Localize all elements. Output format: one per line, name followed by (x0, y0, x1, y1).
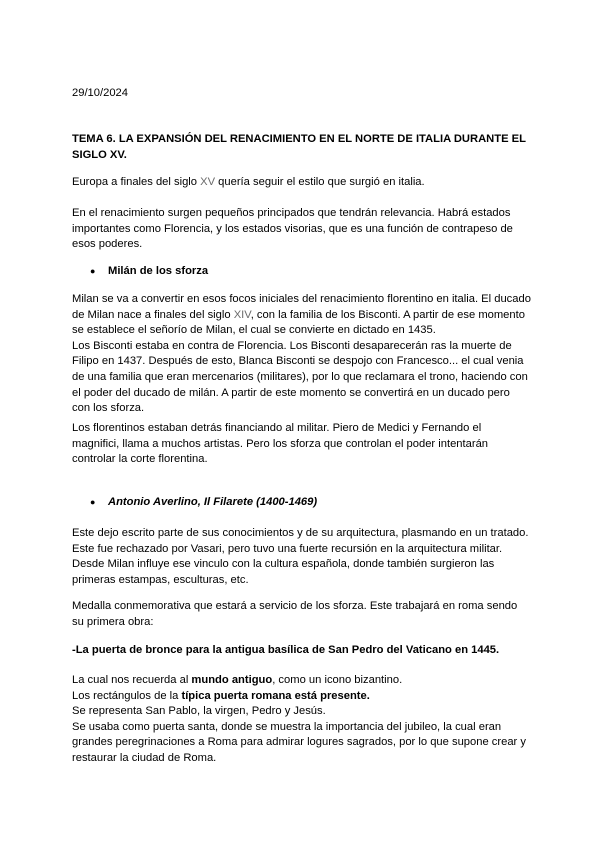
paragraph-line: Filipo en 1437. Después de esto, Blanca Bisconti se despojo con Francesco... el cual venia (72, 355, 524, 368)
bullet-dot-icon: ● (90, 497, 96, 507)
paragraph-line: Se usaba como puerta santa, donde se muestra la importancia del jubileo, la cual eran (72, 720, 502, 733)
bullet-dot-icon: ● (90, 266, 96, 276)
paragraph-line: grandes peregrinaciones a Roma para admirar logures sagrados, por lo que supone crear y (72, 736, 526, 749)
bold-text: típica puerta romana está presente. (181, 689, 370, 702)
intro-paragraph (72, 175, 532, 191)
paragraph-line: con los sforza. (72, 402, 145, 415)
paragraph-line: Medalla conmemorativa que estará a servicio de los sforza. Este trabajará en roma sendo (72, 600, 518, 612)
puerta-paragraph (72, 673, 532, 767)
intro-text: Europa a finales del siglo (72, 176, 201, 188)
paragraph-line: Milan se va a convertir en esos focos iniciales del renacimiento florentino en italia. El ducado (72, 293, 531, 305)
paragraph-line: Este dejo escrito parte de sus conocimientos y de su arquitectura, plasmando en un tratado. (72, 527, 529, 539)
paragraph-text: , como un icono bizantino. (272, 674, 403, 686)
document-date: 29/10/2024 (72, 87, 128, 99)
paragraph-text: de Milan nace a finales del siglo (72, 308, 234, 321)
paragraph-text: Los rectángulos de la (72, 689, 182, 702)
paragraph-line: Desde Milan influye ese vinculo con la cultura española, donde también surgieron las (72, 558, 495, 571)
paragraph-line: Los Bisconti estaba en contra de Florencia. Los Bisconti desaparecerán ras la muerte de (72, 339, 512, 352)
title-line: TEMA 6. LA EXPANSIÓN DEL RENACIMIENTO EN EL NORTE DE ITALIA DURANTE EL (72, 133, 526, 145)
paragraph-line: esos poderes. (72, 238, 143, 251)
bold-text: mundo antiguo (191, 674, 273, 686)
filarete-paragraph (72, 526, 532, 588)
paragraph-line: En el renacimiento surgen pequeños principados que tendrán relevancia. Habrá estados (72, 207, 511, 219)
paragraph-line: magnifici, llama a muchos artistas. Pero los sforza que controlan el poder intentarán (72, 437, 489, 450)
paragraph-line: el poder del ducado de milán. A partir de este momento se convertirá en un ducado pero (72, 386, 510, 399)
paragraph-line (72, 673, 532, 689)
paragraph-line: Se representa San Pablo, la virgen, Pedro y Jesús. (72, 705, 326, 718)
intro-text: quería seguir el estilo que surgió en italia. (215, 176, 425, 188)
section-bullet-filarete (90, 495, 317, 511)
paragraph-text: , con la familia de los Bisconti. A partir de ese momento (250, 308, 525, 321)
paragraph-line (72, 308, 532, 324)
roman-numeral: XIV (233, 308, 251, 321)
medalla-paragraph (72, 599, 532, 630)
paragraph-line: su primera obra: (72, 615, 154, 628)
paragraph-line: importantes como Florencia, y los estados visorias, que es una función de contrapeso de (72, 222, 513, 235)
paragraph-text: La cual nos recuerda al (72, 674, 192, 686)
paragraph-line: Los florentinos estaban detrás financiando al militar. Piero de Medici y Fernando el (72, 422, 482, 434)
paragraph-line: de una familia que eran mercenarios (militares), por lo que reclamara el trono, haciendo con (72, 370, 528, 383)
milan-paragraph (72, 292, 532, 417)
florentinos-paragraph (72, 421, 532, 468)
paragraph-line (72, 689, 532, 705)
title-line: SIGLO XV. (72, 148, 127, 161)
paragraph-line: restaurar la ciudad de Roma. (72, 751, 217, 764)
paragraph-line: controlar la corte florentina. (72, 453, 208, 466)
section-heading: Antonio Averlino, Il Filarete (1400-1469) (108, 496, 318, 508)
paragraph-line: primeras estampas, esculturas, etc. (72, 573, 249, 586)
obra-heading: -La puerta de bronce para la antigua basílica de San Pedro del Vaticano en 1445. (72, 644, 500, 656)
paragraph-line: se establece el señorío de Milan, el cual se convierte en dictado en 1435. (72, 324, 436, 337)
document-title (72, 132, 532, 163)
paragraph-line: Este fue rechazado por Vasari, pero tuvo una fuerte recursión en la arquitectura militar. (72, 542, 503, 555)
roman-numeral: XV (200, 176, 216, 188)
renacimiento-paragraph (72, 206, 532, 253)
section-bullet-milan (90, 264, 208, 280)
section-heading: Milán de los sforza (108, 265, 209, 277)
